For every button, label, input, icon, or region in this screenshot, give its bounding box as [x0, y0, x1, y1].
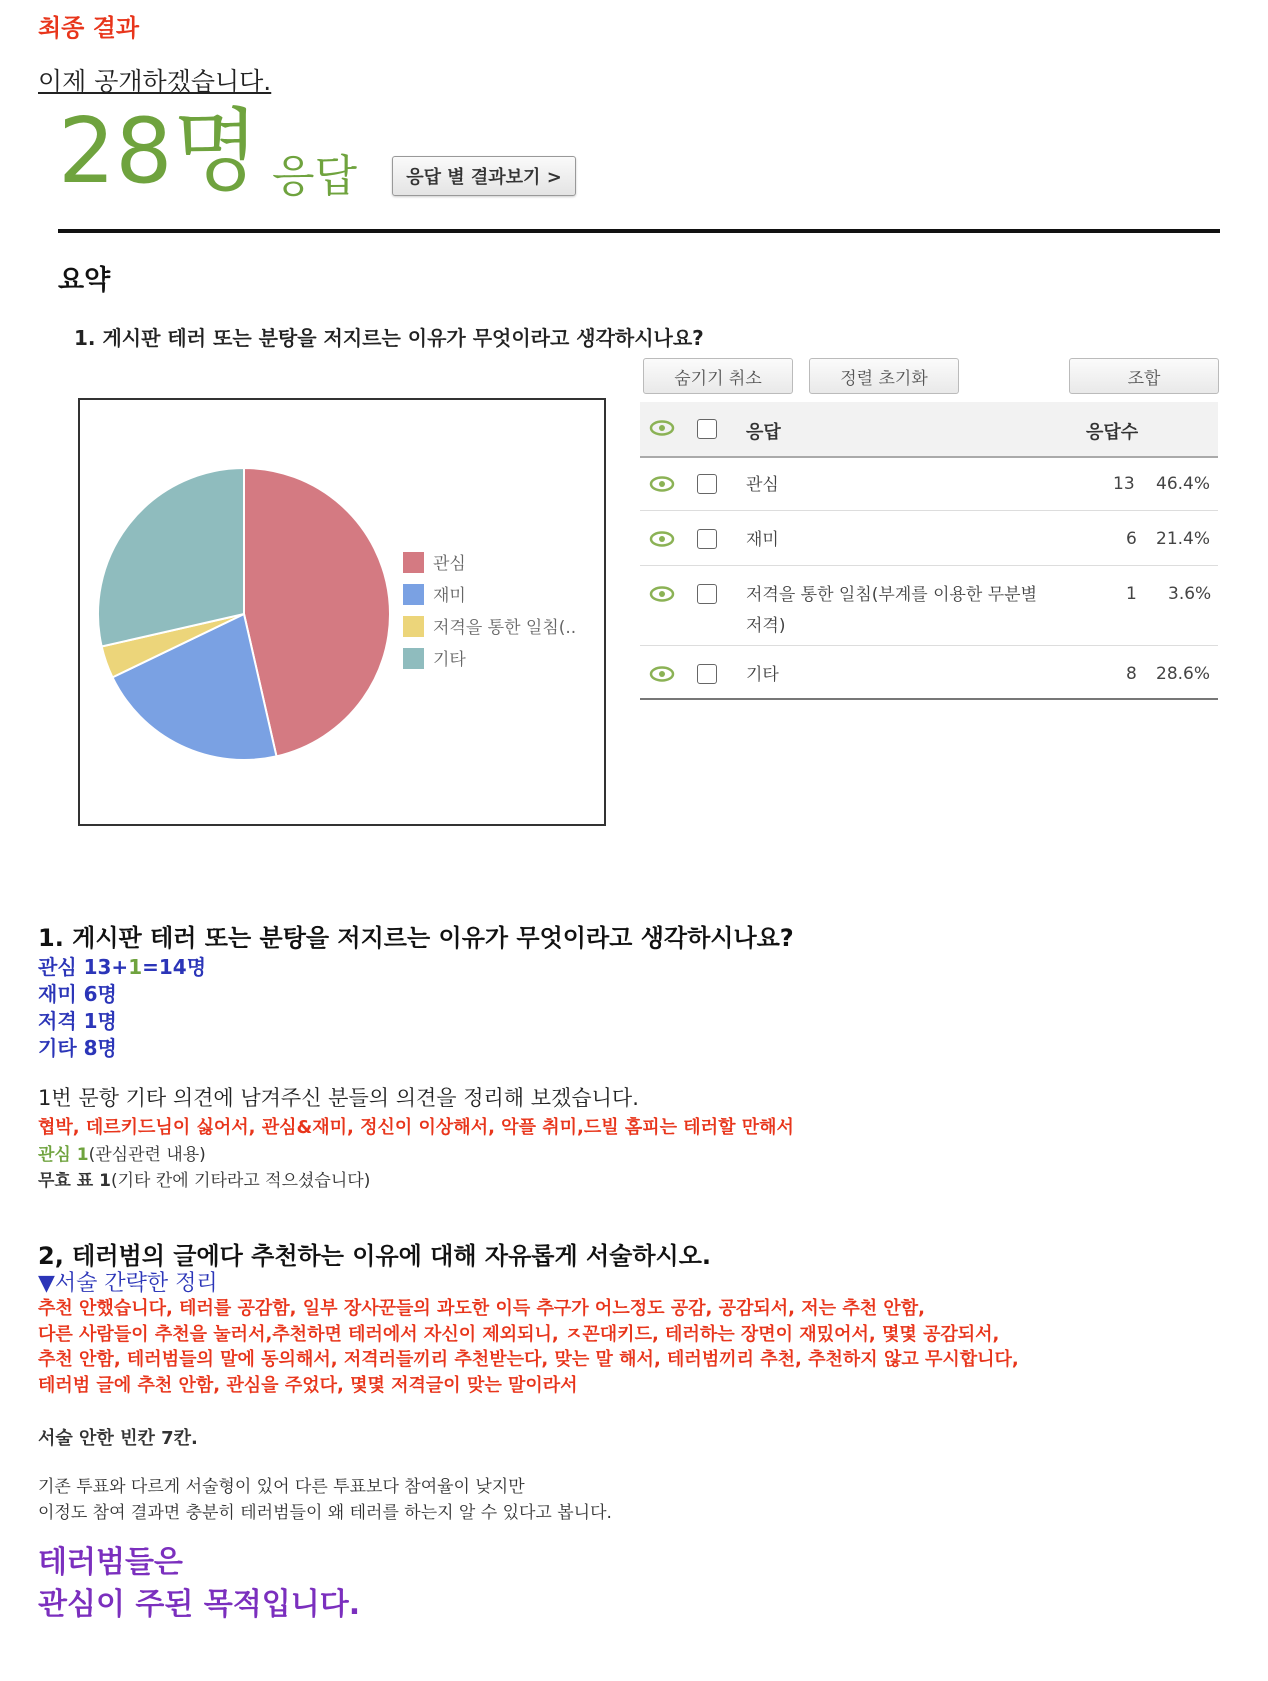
- row-count: 1: [1126, 584, 1137, 604]
- conclusion: 테러범들은 관심이 주된 목적입니다.: [38, 1545, 361, 1622]
- eye-icon[interactable]: [649, 476, 675, 492]
- tally-fun: 재미 6명: [38, 982, 117, 1006]
- legend-swatch: [403, 648, 424, 669]
- response-count-label: 응답: [272, 151, 358, 202]
- eye-icon[interactable]: [649, 586, 675, 602]
- unhide-button[interactable]: 숨기기 취소: [643, 358, 793, 394]
- closing-remarks: 기존 투표와 다르게 서술형이 있어 다른 투표보다 참여율이 낮지만 이정도 참여 결과면 충분히 테러범들이 왜 테러를 하는지 알 수 있다고 봅니다.: [38, 1477, 612, 1523]
- summary-subheading: ▼서술 간략한 정리: [38, 1271, 218, 1296]
- col-count-header[interactable]: 응답수: [1086, 422, 1139, 443]
- divider: [58, 229, 1220, 233]
- question-2-title: 2, 테러범의 글에다 추천하는 이유에 대해 자유롭게 서술하시오.: [38, 1242, 712, 1270]
- tally-interest: 관심 13+1=14명: [38, 955, 207, 979]
- blank-answers-note: 서술 안한 빈칸 7칸.: [38, 1428, 198, 1449]
- invalid-vote-note: 무효 표 1(기타 칸에 기타라고 적으셨습니다): [38, 1171, 371, 1191]
- row-divider: [640, 510, 1218, 511]
- legend-swatch: [403, 584, 424, 605]
- tally-sniping: 저격 1명: [38, 1009, 117, 1033]
- row-label: 재미: [746, 530, 779, 550]
- intro-text: 이제 공개하겠습니다.: [38, 67, 272, 96]
- row-label-cont: 저격): [746, 616, 786, 636]
- eye-icon[interactable]: [649, 666, 675, 682]
- eye-icon[interactable]: [649, 531, 675, 547]
- col-response-header[interactable]: 응답: [746, 422, 781, 443]
- tally-other: 기타 8명: [38, 1036, 117, 1060]
- view-by-response-button[interactable]: 응답 별 결과보기 >: [392, 156, 576, 196]
- legend-label: 기타: [433, 650, 466, 670]
- legend-swatch: [403, 552, 424, 573]
- row-divider: [640, 645, 1218, 646]
- legend-label: 재미: [433, 586, 466, 606]
- combine-button[interactable]: 조합: [1069, 358, 1219, 394]
- answers-summary: 추천 안했습니다, 테러를 공감함, 일부 장사꾼들의 과도한 이득 추구가 어느정도 공감, 공감되서, 저는 추천 안함, 다른 사람들이 추천을 눌러서,추천하면 테러에서 자신이 제외되니, ㅈ꼰대키드, 테러하는 장면이 재밌어서, 몇몇 공감되서, 추천 안함, 테러범들의 말에 동의해서, 저격러들끼리 추천받는다, 맞는 말 해서, 테러범끼리 추천, 추천하지 않고 무시합니다, 테러범 글에 추천 안함, 관심을 주었다, 몇몇 저격글이 맞는 말이라서: [38, 1298, 1019, 1396]
- table-bottom-border: [640, 698, 1218, 700]
- eye-icon[interactable]: [649, 420, 675, 436]
- pie-slice-3: [98, 468, 244, 646]
- row-checkbox[interactable]: [697, 664, 717, 684]
- summary-question: 1. 게시판 테러 또는 분탕을 저지르는 이유가 무엇이라고 생각하시나요?: [74, 326, 704, 350]
- row-label: 관심: [746, 475, 779, 495]
- row-checkbox[interactable]: [697, 529, 717, 549]
- interest-related-note: 관심 1(관심관련 내용): [38, 1145, 206, 1165]
- row-percent: 3.6%: [1168, 584, 1212, 604]
- legend-swatch: [403, 616, 424, 637]
- pie-chart: [80, 400, 604, 824]
- row-label: 저격을 통한 일침(부계를 이용한 무분별: [746, 585, 1037, 605]
- row-percent: 21.4%: [1156, 529, 1211, 549]
- row-checkbox[interactable]: [697, 584, 717, 604]
- row-percent: 28.6%: [1156, 664, 1211, 684]
- question-1-title: 1. 게시판 테러 또는 분탕을 저지르는 이유가 무엇이라고 생각하시나요?: [38, 924, 794, 952]
- final-result-title: 최종 결과: [38, 14, 140, 42]
- row-count: 13: [1113, 474, 1135, 494]
- legend-label: 관심: [433, 554, 466, 574]
- row-divider: [640, 565, 1218, 566]
- select-all-checkbox[interactable]: [697, 419, 717, 439]
- row-label: 기타: [746, 665, 779, 685]
- summary-heading: 요약: [58, 265, 111, 296]
- row-checkbox[interactable]: [697, 474, 717, 494]
- other-opinions-list: 협박, 데르키드님이 싫어서, 관심&재미, 정신이 이상해서, 악플 취미,드빌 홈피는 테러할 만해서: [38, 1117, 794, 1138]
- row-count: 6: [1126, 529, 1137, 549]
- other-opinions-intro: 1번 문항 기타 의견에 남겨주신 분들의 의견을 정리해 보겠습니다.: [38, 1086, 639, 1110]
- legend-label: 저격을 통한 일침(..: [433, 618, 577, 638]
- pie-chart-panel: [78, 398, 606, 826]
- row-percent: 46.4%: [1156, 474, 1211, 494]
- response-count: 28명: [58, 99, 260, 204]
- row-count: 8: [1126, 664, 1137, 684]
- reset-sort-button[interactable]: 정렬 초기화: [809, 358, 959, 394]
